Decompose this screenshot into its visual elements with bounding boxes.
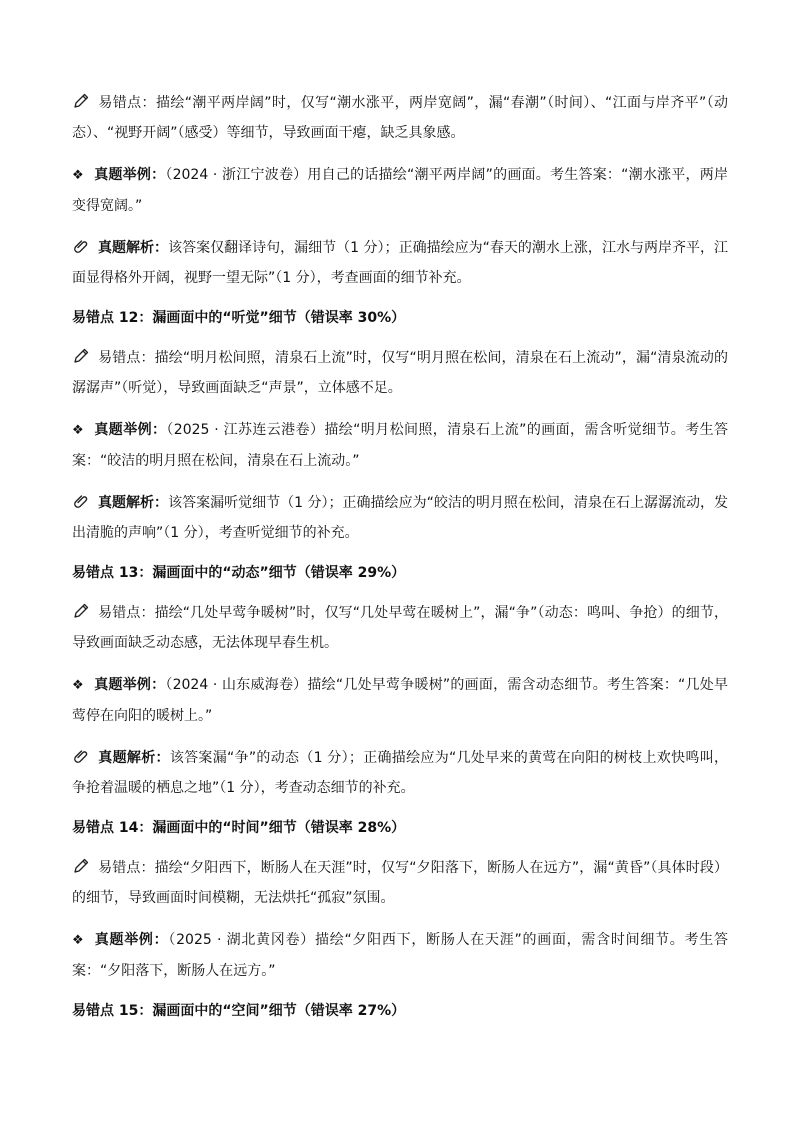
exam-example <box>72 415 728 476</box>
diamond-bullet-icon: ❖ <box>72 423 84 438</box>
note-text: 描绘“明月松间照，清泉石上流”时，仅写“明月照在松间，清泉在石上流动”，漏“清泉流动的潺潺声”（听觉），导致画面缺乏“声景”，立体感不足。 <box>72 350 729 396</box>
example-text: （2025 · 湖北黄冈卷）描绘“夕阳西下，断肠人在天涯”的画面，需含时间细节。考生答案：“夕阳落下，断肠人在远方。” <box>72 932 729 979</box>
section-heading-13: 易错点 13：漏画面中的“动态”细节（错误率 29%） <box>72 565 406 581</box>
analysis-text: 该答案漏“争”的动态（1 分）；正确描绘应为“几处早来的黄莺在向阳的树枝上欢快鸣叫，争抢着温暖的栖息之地”（1 分），考查动态细节的补充。 <box>72 750 728 796</box>
exam-example <box>72 925 728 986</box>
section-heading-15: 易错点 15：漏画面中的“空间”细节（错误率 27%） <box>72 1003 406 1019</box>
diamond-bullet-icon: ❖ <box>72 678 84 693</box>
paperclip-icon <box>72 747 90 765</box>
paperclip-icon <box>72 237 90 255</box>
diamond-bullet-icon: ❖ <box>72 933 84 948</box>
note-text: 描绘“几处早莺争暖树”时，仅写“几处早莺在暖树上”，漏“争”（动态：鸣叫、争抢）的细节，导致画面缺乏动态感，无法体现早春生机。 <box>72 605 729 651</box>
analysis-label: 真题解析： <box>98 240 169 256</box>
note-label: 易错点： <box>98 860 155 876</box>
pencil-icon <box>72 92 90 110</box>
pencil-icon <box>72 347 90 365</box>
exam-analysis <box>72 233 728 293</box>
note-label: 易错点： <box>98 605 155 621</box>
analysis-text: 该答案仅翻译诗句，漏细节（1 分）；正确描绘应为“春天的潮水上涨，江水与两岸齐平，江面显得格外开阔，视野一望无际”（1 分），考查画面的细节补充。 <box>72 240 729 286</box>
paperclip-icon <box>72 492 90 510</box>
exam-analysis <box>72 488 728 548</box>
pencil-icon <box>72 602 90 620</box>
exam-example <box>72 670 728 731</box>
example-label: 真题举例： <box>94 677 166 693</box>
section-heading-12: 易错点 12：漏画面中的“听觉”细节（错误率 30%） <box>72 310 406 326</box>
note-text: 描绘“夕阳西下，断肠人在天涯”时，仅写“夕阳落下，断肠人在远方”，漏“黄昏”（具体时段）的细节，导致画面时间模糊，无法烘托“孤寂”氛围。 <box>72 860 729 906</box>
note-text: 描绘“潮平两岸阔”时，仅写“潮水涨平，两岸宽阔”，漏“春潮”（时间）、“江面与岸齐平”（动态）、“视野开阔”（感受）等细节，导致画面干瘪，缺乏具象感。 <box>72 95 728 141</box>
note-label: 易错点： <box>98 350 155 366</box>
section-heading-14: 易错点 14：漏画面中的“时间”细节（错误率 28%） <box>72 820 406 836</box>
example-text: （2024 · 山东威海卷）描绘“几处早莺争暖树”的画面，需含动态细节。考生答案：“几处早莺停在向阳的暖树上。” <box>72 677 728 724</box>
error-point-note <box>72 853 728 913</box>
error-point-note <box>72 88 728 148</box>
example-label: 真题举例： <box>94 422 167 438</box>
error-point-note <box>72 343 728 403</box>
analysis-text: 该答案漏听觉细节（1 分）；正确描绘应为“皎洁的明月照在松间，清泉在石上潺潺流动，发出清脆的声响”（1 分），考查听觉细节的补充。 <box>72 495 729 541</box>
example-label: 真题举例： <box>94 167 166 183</box>
exam-analysis <box>72 743 728 803</box>
example-text: （2024 · 浙江宁波卷）用自己的话描绘“潮平两岸阔”的画面。考生答案：“潮水涨平，两岸变得宽阔。” <box>72 167 728 214</box>
analysis-label: 真题解析： <box>98 750 170 766</box>
exam-example <box>72 160 728 221</box>
example-label: 真题举例： <box>94 932 169 948</box>
pencil-icon <box>72 857 90 875</box>
analysis-label: 真题解析： <box>98 495 169 511</box>
note-label: 易错点： <box>98 95 156 111</box>
example-text: （2025 · 江苏连云港卷）描绘“明月松间照，清泉石上流”的画面，需含听觉细节。考生答案：“皎洁的明月照在松间，清泉在石上流动。” <box>72 422 729 469</box>
error-point-note <box>72 598 728 658</box>
diamond-bullet-icon: ❖ <box>72 168 84 183</box>
